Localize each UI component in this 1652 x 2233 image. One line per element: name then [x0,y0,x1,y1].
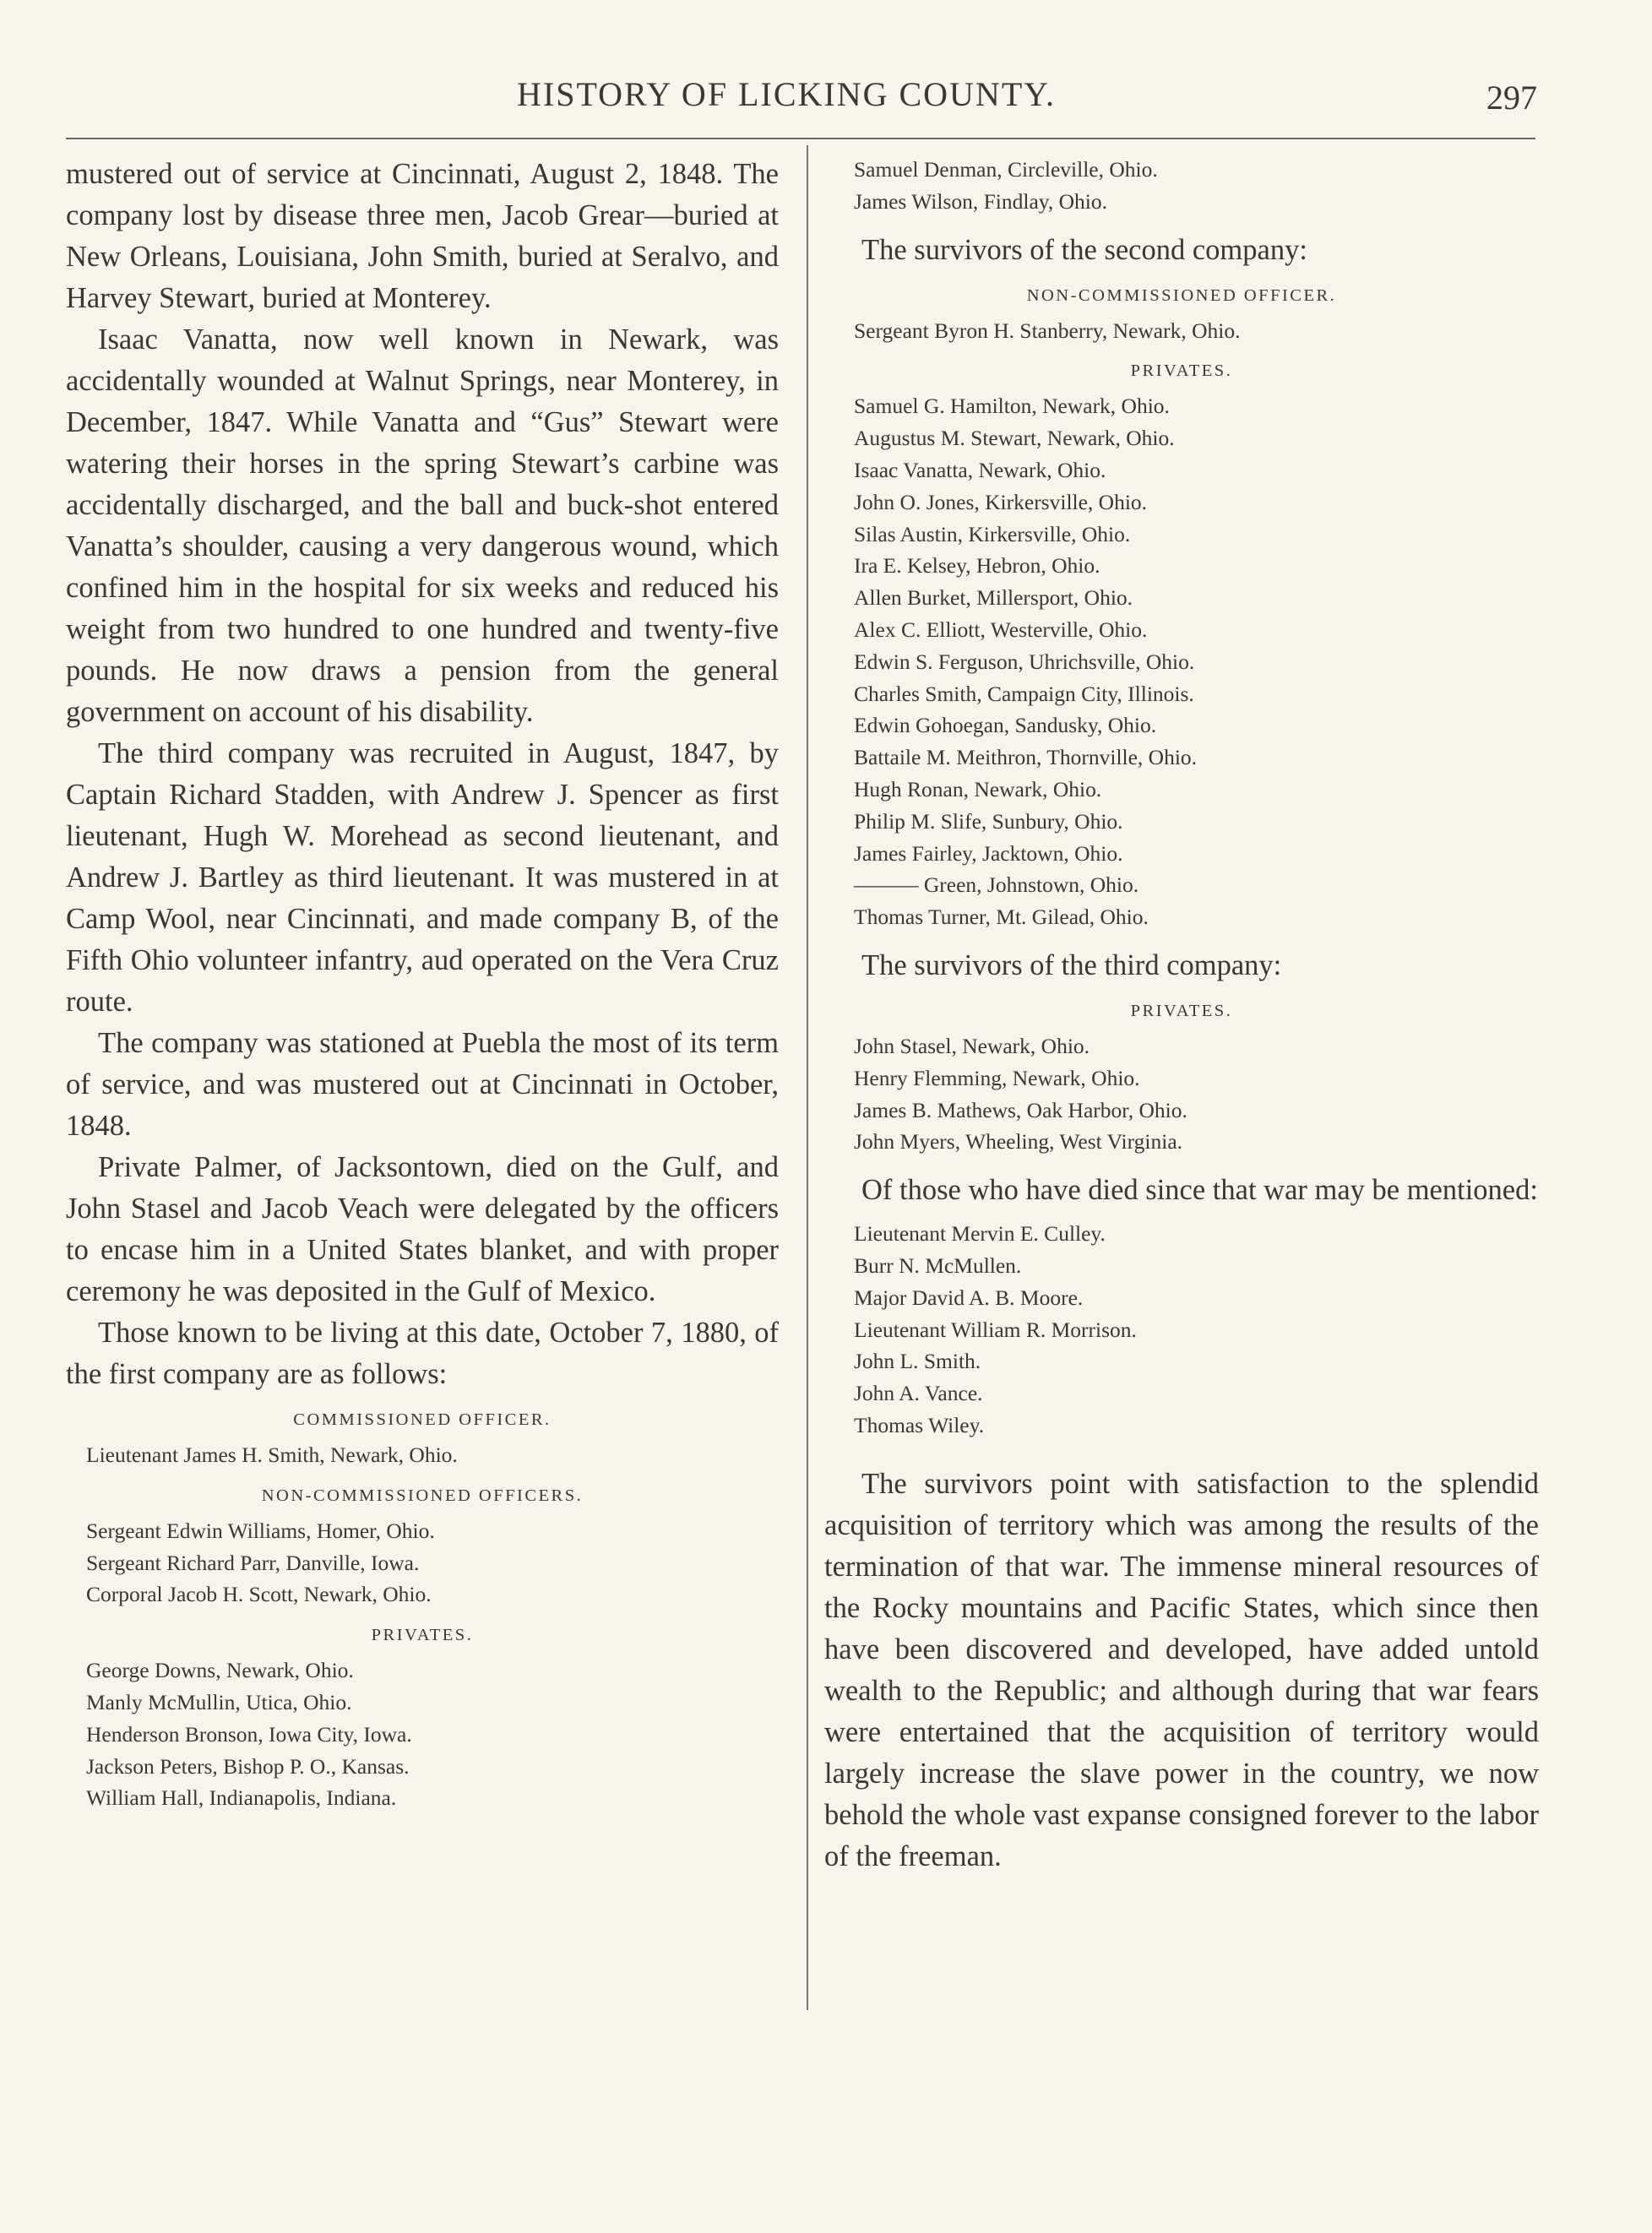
list-item: ——— Green, Johnstown, Ohio. [854,872,1139,898]
list-item: Ira E. Kelsey, Hebron, Ohio. [854,553,1100,579]
list-item: Augustus M. Stewart, Newark, Ohio. [854,426,1175,451]
page-number: 297 [1486,79,1537,117]
left-column [66,154,779,1814]
list-item: Thomas Wiley. [854,1412,985,1437]
list-item: Isaac Vanatta, Newark, Ohio. [854,457,1106,482]
running-title: HISTORY OF LICKING COUNTY. [517,75,1056,113]
list-item: John Stasel, Newark, Ohio. [854,1033,1090,1058]
list-item: Edwin Gohoegan, Sandusky, Ohio. [854,713,1157,738]
paragraph: Isaac Vanatta, now well known in Newark, was accidentally wounded at Walnut Springs, near Monterey, in December, 1847. While Vanatta and “Gus” Stewart were watering their horses in the spring Stewart’s carbine was accidentally discharged, and the ball and buck-shot entered Vanatta’s shoulder, causing a very dangerous wound, which confined him in the hospital for six weeks and reduced his weight from two hundred to one hundred and twenty-five pounds. He now draws a pension from the general government on account of his disability. [66,323,779,728]
list-item: James B. Mathews, Oak Harbor, Ohio. [854,1097,1187,1122]
header-rule [66,138,1535,139]
paragraph: Those known to be living at this date, October 7, 1880, of the first company are as follows: [66,1317,779,1390]
list-item: Sergeant Edwin Williams, Homer, Ohio. [86,1518,435,1543]
list-item: Battaile M. Meithron, Thornville, Ohio. [854,745,1198,770]
paragraph: Of those who have died since that war may be mentioned: [861,1174,1538,1207]
list-item: Lieutenant Mervin E. Culley. [854,1221,1106,1247]
section-heading: COMMISSIONED OFFICER. [293,1410,552,1429]
list-item: Lieutenant James H. Smith, Newark, Ohio. [86,1442,458,1467]
list-item: John O. Jones, Kirkersville, Ohio. [854,489,1148,514]
company-intro: The survivors of the second company: [861,233,1307,266]
name-list [66,1439,779,1471]
column-divider [807,145,808,2010]
list-item: Silas Austin, Kirkersville, Ohio. [854,521,1131,546]
name-list [824,1030,1539,1158]
list-item: Jackson Peters, Bishop P. O., Kansas. [86,1753,410,1779]
paragraph: The company was stationed at Puebla the most of its term of service, and was mustered out at Cincinnati in October, 1848. [66,1027,779,1142]
list-item: Major David A. B. Moore. [854,1285,1084,1310]
list-item: Henry Flemming, Newark, Ohio. [854,1065,1140,1090]
paragraph: Private Palmer, of Jacksontown, died on the Gulf, and John Stasel and Jacob Veach were delegated by the officers to encase him in a United States blanket, and with proper ceremony he was deposited in the Gulf of Mexico. [66,1151,779,1307]
section-heading: NON-COMMISSIONED OFFICER. [1026,285,1337,305]
name-list [66,1654,779,1814]
list-item: Lieutenant William R. Morrison. [854,1317,1137,1342]
section-heading: NON-COMMISSIONED OFFICERS. [261,1486,584,1505]
list-item: Alex C. Elliott, Westerville, Ohio. [854,617,1148,642]
name-list [824,315,1539,347]
name-list [824,1218,1539,1442]
section-heading: PRIVATES. [1130,1001,1233,1020]
name-list [824,390,1539,933]
list-item: John A. Vance. [854,1381,983,1406]
list-item: Edwin S. Ferguson, Uhrichsville, Ohio. [854,649,1195,674]
list-item: Thomas Turner, Mt. Gilead, Ohio. [854,905,1149,930]
name-list [66,1515,779,1611]
list-item: George Downs, Newark, Ohio. [86,1658,354,1683]
list-item: Samuel Denman, Circleville, Ohio. [854,157,1158,182]
list-item: Sergeant Byron H. Stanberry, Newark, Ohio. [854,318,1241,343]
list-item: John Myers, Wheeling, West Virginia. [854,1129,1183,1155]
list-item: Philip M. Slife, Sunbury, Ohio. [854,808,1123,834]
name-list [824,154,1539,218]
list-item: Samuel G. Hamilton, Newark, Ohio. [854,394,1170,419]
right-column [824,154,1539,1877]
section-heading: PRIVATES. [371,1626,474,1645]
list-item: Sergeant Richard Parr, Danville, Iowa. [86,1550,420,1575]
paragraph: mustered out of service at Cincinnati, August 2, 1848. The company lost by disease three men, Jacob Grear—buried at New Orleans, Louisiana, John Smith, buried at Seralvo, and Harvey Stewart, buried at Monterey. [66,158,779,314]
list-item: Allen Burket, Millersport, Ohio. [854,585,1133,611]
list-item: Hugh Ronan, Newark, Ohio. [854,776,1102,801]
list-item: Burr N. McMullen. [854,1252,1022,1278]
paragraph: The survivors point with satisfaction to the splendid acquisition of territory which was among the results of the termination of that war. The immense mineral resources of the Rocky mountains and Pacific States, which since then have been discovered and developed, have added untold wealth to the Republic; and although during that war fears were entertained that the acquisition of territory would largely increase the slave power in the country, we now behold the whole vast expanse consigned forever to the labor of the freeman. [824,1467,1539,1872]
list-item: James Wilson, Findlay, Ohio. [854,188,1108,214]
list-item: Corporal Jacob H. Scott, Newark, Ohio. [86,1582,432,1607]
list-item: James Fairley, Jacktown, Ohio. [854,840,1123,866]
company-intro: The survivors of the third company: [861,948,1282,981]
list-item: John L. Smith. [854,1349,981,1374]
list-item: Charles Smith, Campaign City, Illinois. [854,681,1194,706]
section-heading: PRIVATES. [1130,361,1233,381]
list-item: William Hall, Indianapolis, Indiana. [86,1785,397,1811]
list-item: Manly McMullin, Utica, Ohio. [86,1689,352,1714]
paragraph: The third company was recruited in August, 1847, by Captain Richard Stadden, with Andrew J. Spencer as first lieutenant, Hugh W. Morehead as second lieutenant, and Andrew J. Bartley as third lieutenant. It was mustered in at Camp Wool, near Cincinnati, and made company B, of the Fifth Ohio volunteer infantry, aud operated on the Vera Cruz route. [66,737,779,1018]
list-item: Henderson Bronson, Iowa City, Iowa. [86,1721,412,1747]
